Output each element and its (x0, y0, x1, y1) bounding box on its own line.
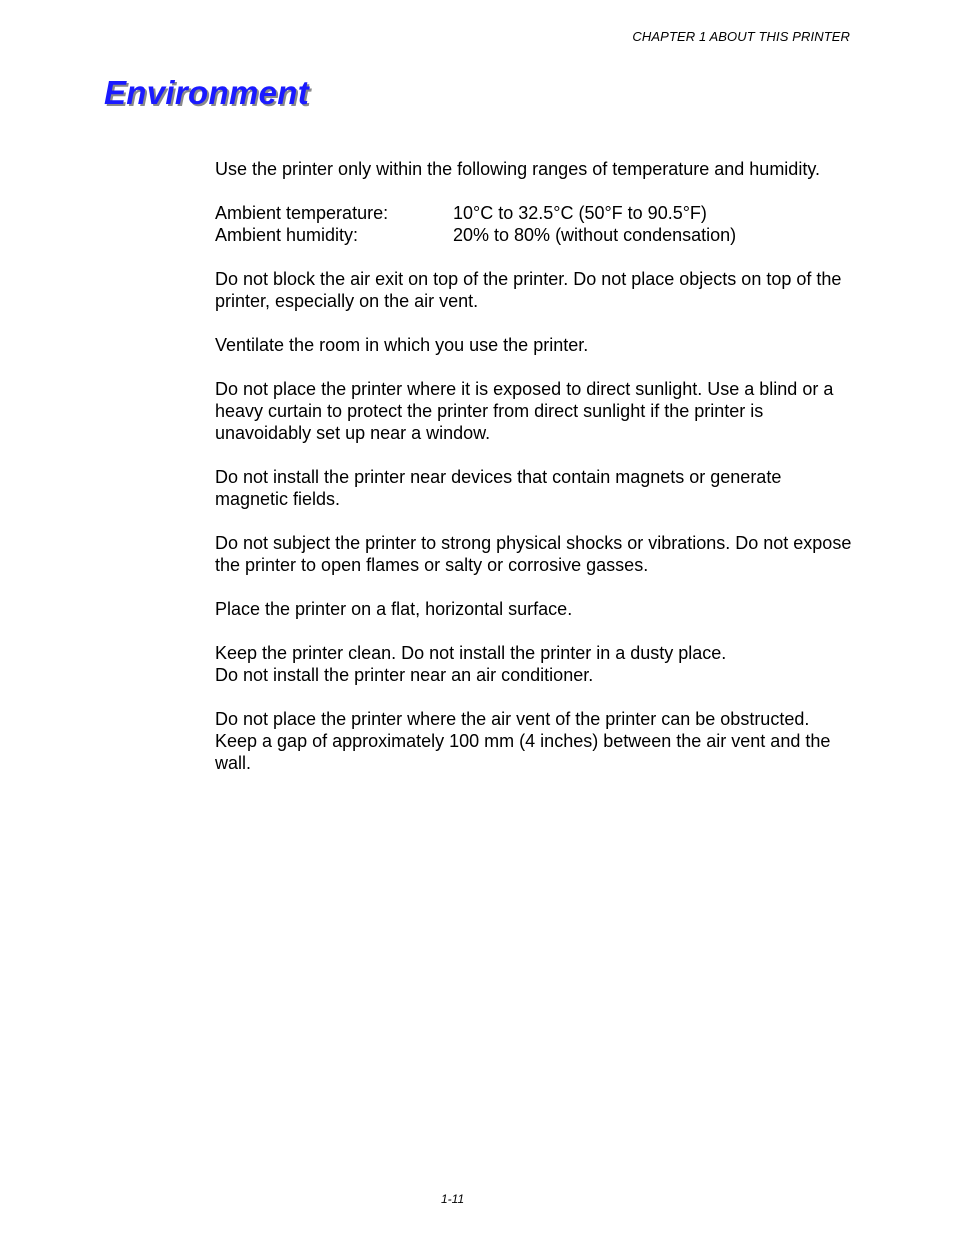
page-title: Environment (104, 74, 309, 111)
page-number: 1-11 (441, 1192, 465, 1206)
air-exit-paragraph: Do not block the air exit on top of the printer. Do not place objects on top of the printer, especially on the air vent. (215, 269, 842, 311)
spec-label: Ambient temperature: (215, 203, 389, 223)
shocks-paragraph: Do not subject the printer to strong physical shocks or vibrations. Do not expose the printer to open flames or salty or corrosive gasses. (215, 533, 852, 575)
running-header: CHAPTER 1 ABOUT THIS PRINTER (632, 29, 850, 44)
air-vent-paragraph: Do not place the printer where the air vent of the printer can be obstructed. Keep a gap of approximately 100 mm (4 inches) between the air vent and the wall. (215, 709, 831, 773)
spec-row-temperature (215, 202, 855, 224)
spec-value: 20% to 80% (without condensation) (453, 225, 737, 245)
body-text (215, 158, 855, 796)
spec-value: 10°C to 32.5°C (50°F to 90.5°F) (453, 203, 707, 223)
spec-table (215, 202, 855, 246)
intro-paragraph: Use the printer only within the following ranges of temperature and humidity. (215, 159, 820, 179)
air-conditioner-line: Do not install the printer near an air conditioner. (215, 665, 594, 685)
flat-surface-paragraph: Place the printer on a flat, horizontal surface. (215, 599, 573, 619)
clean-line: Keep the printer clean. Do not install the printer in a dusty place. (215, 643, 727, 663)
ventilate-paragraph: Ventilate the room in which you use the printer. (215, 335, 589, 355)
spec-label: Ambient humidity: (215, 225, 359, 245)
sunlight-paragraph: Do not place the printer where it is exposed to direct sunlight. Use a blind or a heavy curtain to protect the printer from direct sunlight if the printer is unavoidably set up near a window. (215, 379, 834, 443)
magnets-paragraph: Do not install the printer near devices that contain magnets or generate magnetic fields. (215, 467, 782, 509)
clean-paragraph (215, 642, 855, 686)
spec-row-humidity (215, 224, 855, 246)
